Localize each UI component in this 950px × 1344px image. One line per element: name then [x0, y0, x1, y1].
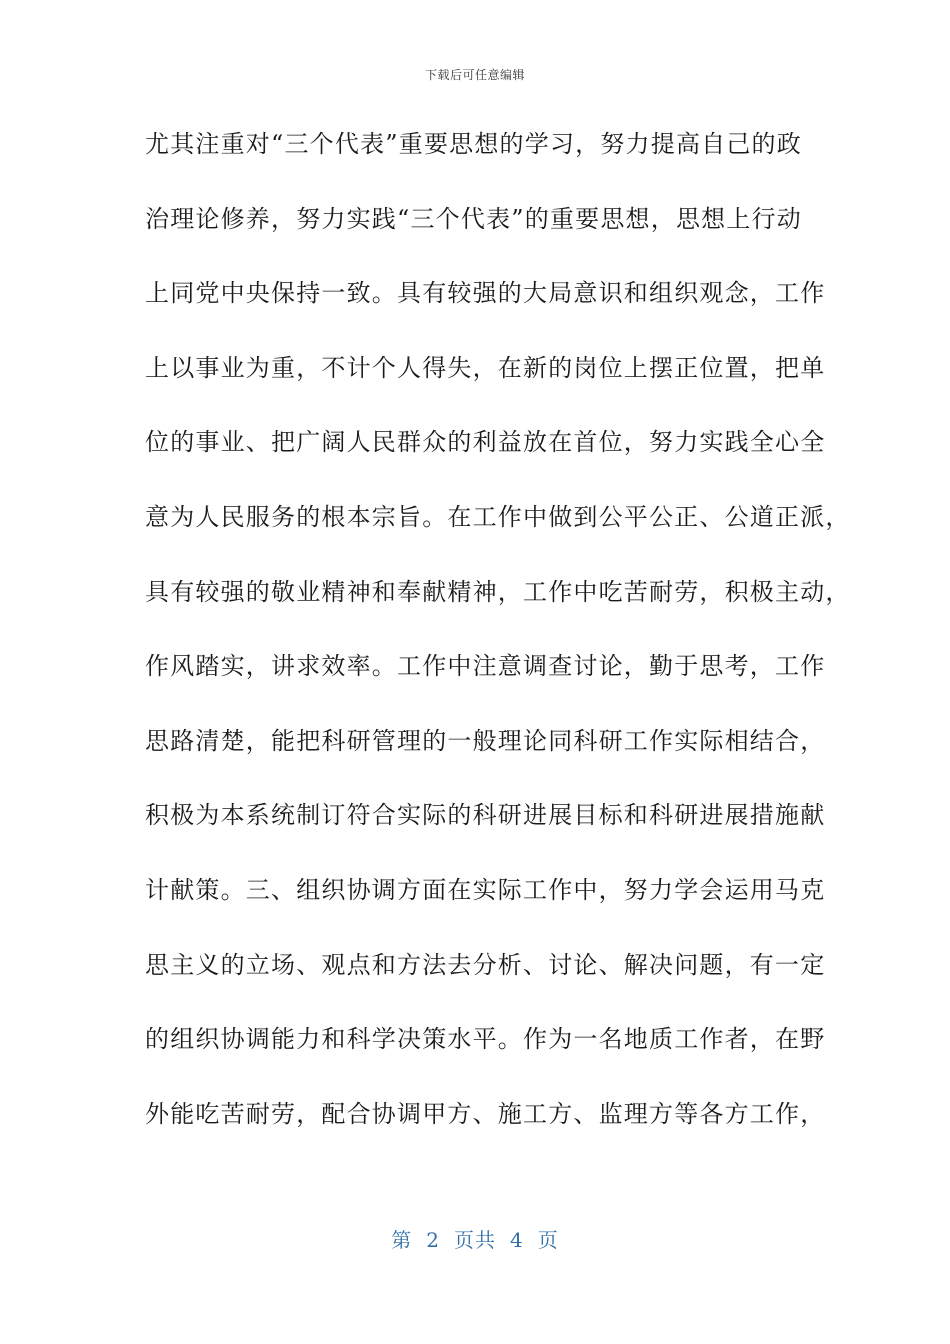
- body-line: 位的事业、把广阔人民群众的利益放在首位，努力实践全心全: [145, 428, 826, 457]
- body-line: 治理论修养，努力实践“三个代表”的重要思想，思想上行动: [145, 204, 802, 233]
- body-line: 思主义的立场、观点和方法去分析、讨论、解决问题，有一定: [145, 950, 826, 979]
- body-line: 思路清楚，能把科研管理的一般理论同科研工作实际相结合，: [145, 726, 826, 755]
- body-line: 意为人民服务的根本宗旨。在工作中做到公平公正、公道正派，: [145, 502, 851, 531]
- current-page-number: 2: [426, 1228, 440, 1252]
- body-line: 计献策。三、组织协调方面在实际工作中，努力学会运用马克: [145, 875, 826, 904]
- body-line: 尤其注重对“三个代表”重要思想的学习，努力提高自己的政: [145, 130, 802, 158]
- body-line: 作风踏实，讲求效率。工作中注意调查讨论，勤于思考，工作: [145, 652, 826, 681]
- body-line: 上以事业为重，不计个人得失，在新的岗位上摆正位置，把单: [145, 353, 826, 382]
- body-line: 具有较强的敬业精神和奉献精神，工作中吃苦耐劳，积极主动，: [145, 577, 851, 606]
- body-line: 外能吃苦耐劳，配合协调甲方、施工方、监理方等各方工作，: [145, 1099, 826, 1128]
- body-line: 积极为本系统制订符合实际的科研进展目标和科研进展措施献: [145, 801, 826, 830]
- page-number-suffix: 页: [537, 1228, 559, 1252]
- page-number-prefix: 第: [391, 1228, 413, 1252]
- page-header: 下载后可任意编辑: [424, 68, 525, 82]
- page-number-footer: [0, 1224, 950, 1253]
- document-body: [145, 126, 851, 1170]
- page-number-middle: 页共: [454, 1228, 496, 1252]
- body-line: 上同党中央保持一致。具有较强的大局意识和组织观念，工作: [145, 279, 826, 308]
- total-pages-number: 4: [510, 1228, 524, 1252]
- body-line: 的组织协调能力和科学决策水平。作为一名地质工作者，在野: [145, 1025, 826, 1054]
